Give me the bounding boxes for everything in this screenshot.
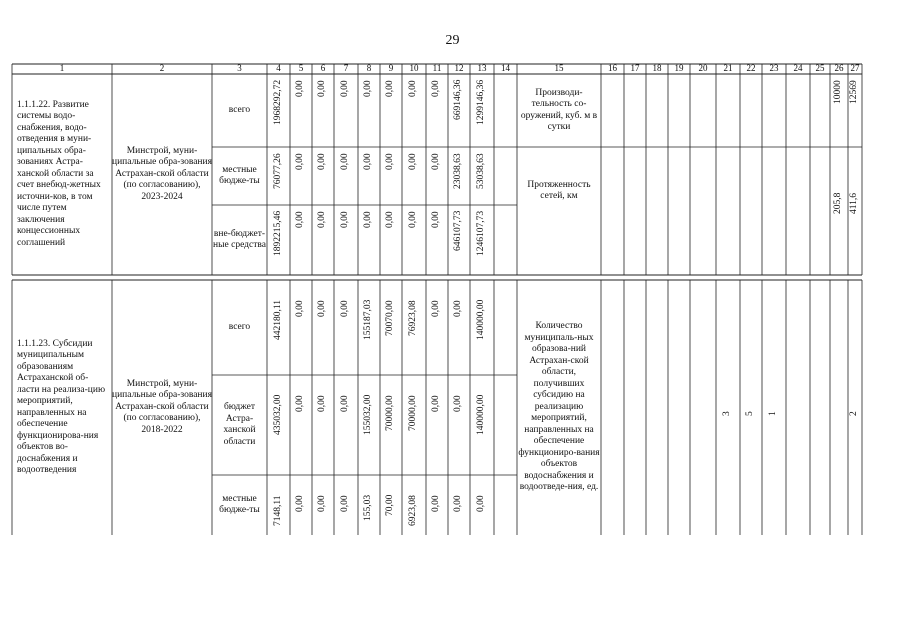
- funding-value: 76077,26: [272, 153, 283, 189]
- funding-value: 0,00: [431, 153, 441, 170]
- funding-value: 76923,08: [408, 300, 418, 336]
- funding-value: 0,00: [431, 495, 441, 512]
- funding-value: 0,00: [295, 80, 305, 97]
- indicator-value: 1: [768, 411, 778, 416]
- funding-value: 0,00: [295, 300, 305, 317]
- funding-value: 0,00: [408, 153, 418, 170]
- funding-value: 0,00: [431, 211, 441, 228]
- indicator-name: Количество муниципаль-ных образова-ний Астрахан-ской области, получивших субсидию на реализацию мероприятий, направленных на обеспечение функциониро-вания объектов водоснабжения и водоотведе-ния, ед.: [518, 321, 600, 493]
- funding-value: 70000,00: [408, 395, 418, 431]
- funding-value: 0,00: [408, 80, 418, 97]
- funding-value: 155,03: [363, 494, 373, 521]
- column-number: 5: [298, 64, 304, 74]
- funding-value: 23038,63: [453, 153, 463, 189]
- funding-value: 0,00: [340, 211, 350, 228]
- funding-value: 0,00: [295, 395, 305, 412]
- column-number: 25: [815, 64, 825, 74]
- funding-value: 53038,63: [476, 153, 486, 189]
- column-number: 6: [320, 64, 326, 74]
- indicator-value: 12569: [849, 80, 859, 104]
- funding-value: 70000,00: [385, 395, 395, 431]
- column-number: 15: [554, 64, 564, 74]
- funding-value: 0,00: [317, 300, 327, 317]
- column-number: 13: [477, 64, 487, 74]
- column-number: 27: [850, 64, 860, 74]
- funding-value: 0,00: [317, 495, 327, 512]
- page-number: 29: [445, 33, 460, 48]
- column-number: 17: [630, 64, 640, 74]
- column-number: 12: [454, 64, 464, 74]
- funding-value: 0,00: [340, 153, 350, 170]
- column-number: 22: [746, 64, 756, 74]
- funding-value: 1246107,73: [476, 210, 486, 256]
- executor: Минстрой, муни-ципальные обра-зования Астрахан-ской области (по согласованию), 2018-2022: [112, 378, 212, 435]
- column-number: 1: [59, 64, 65, 74]
- funding-value: 70,00: [385, 494, 395, 516]
- column-number: 3: [237, 64, 242, 74]
- funding-value: 0,00: [453, 495, 463, 512]
- funding-value: 0,00: [295, 495, 305, 512]
- column-number: 9: [388, 64, 394, 74]
- activity-name: 1.1.1.23. Субсидии муниципальным образованиям Астраханской об-ласти на реализа-цию мероприятий, направленных на обеспечение функционирова-ния объектов во-доснабжения и водоотведения: [17, 338, 106, 475]
- column-number: 16: [608, 64, 617, 74]
- funding-value: 0,00: [385, 211, 395, 228]
- funding-source: бюджет Астра-ханской области: [223, 402, 256, 447]
- funding-value: 0,00: [431, 395, 441, 412]
- funding-source: местные бюдже-ты: [219, 164, 260, 186]
- funding-value: 646107,73: [453, 210, 463, 251]
- indicator-value: 5: [745, 411, 755, 416]
- funding-value: 0,00: [363, 211, 373, 228]
- funding-source: всего: [228, 104, 251, 115]
- funding-value: 0,00: [340, 300, 350, 317]
- funding-value: 0,00: [317, 153, 327, 170]
- funding-value: 0,00: [340, 80, 350, 97]
- funding-value: 0,00: [476, 495, 486, 512]
- indicator-value: 3: [722, 411, 732, 416]
- funding-value: 0,00: [453, 395, 463, 412]
- column-number: 7: [343, 64, 349, 74]
- indicator-name: Производи-тельность со-оружений, куб. м в сутки: [520, 87, 598, 132]
- indicator-value: 2: [849, 411, 859, 416]
- column-number: 14: [501, 64, 510, 74]
- column-number: 21: [723, 64, 733, 74]
- funding-value: 0,00: [317, 80, 327, 97]
- funding-value: 6923,08: [408, 495, 418, 526]
- column-number: 8: [366, 64, 372, 74]
- indicator-value: 205,8: [833, 192, 843, 214]
- funding-value: 0,00: [363, 80, 373, 97]
- column-number: 23: [769, 64, 779, 74]
- activity-name: 1.1.1.22. Развитие системы водо-снабжения, водо-отведения в муни-ципальных обра-зованиях Астра-ханской области за счет внебюд-жетных источни-ков, в том числе путем заключения концессионных соглашений: [17, 99, 101, 248]
- funding-value: 7148,11: [272, 495, 283, 526]
- indicator-value: 10000: [833, 80, 843, 104]
- funding-value: 0,00: [340, 495, 350, 512]
- funding-source: всего: [228, 321, 251, 332]
- funding-source: местные бюдже-ты: [219, 493, 260, 515]
- funding-value: 0,00: [453, 300, 463, 317]
- funding-value: 155032,00: [363, 394, 373, 435]
- funding-value: 0,00: [431, 80, 441, 97]
- column-number: 2: [159, 64, 165, 74]
- funding-value: 435032,00: [272, 394, 283, 435]
- funding-value: 1968292,72: [272, 79, 283, 125]
- funding-value: 0,00: [295, 211, 305, 228]
- funding-value: 0,00: [317, 211, 327, 228]
- column-number: 18: [652, 64, 662, 74]
- executor: Минстрой, муни-ципальные обра-зования Астрахан-ской области (по согласованию), 2023-2024: [112, 145, 212, 202]
- indicator-name: Протяженность сетей, км: [527, 179, 591, 201]
- funding-value: 155187,03: [363, 299, 373, 340]
- funding-value: 0,00: [385, 153, 395, 170]
- funding-value: 1299146,36: [476, 79, 486, 125]
- column-number: 19: [674, 64, 684, 74]
- funding-value: 0,00: [431, 300, 441, 317]
- funding-value: 442180,11: [272, 299, 283, 340]
- funding-value: 0,00: [295, 153, 305, 170]
- column-number: 24: [793, 64, 803, 74]
- column-number: 10: [409, 64, 419, 74]
- funding-value: 0,00: [317, 395, 327, 412]
- funding-value: 0,00: [408, 211, 418, 228]
- funding-value: 140000,00: [476, 394, 486, 435]
- indicator-value: 411,6: [849, 192, 859, 214]
- funding-value: 0,00: [363, 153, 373, 170]
- funding-value: 70070,00: [385, 300, 395, 336]
- funding-source: вне-бюджет-ные средства: [213, 228, 266, 250]
- funding-value: 1892215,46: [272, 210, 283, 256]
- funding-value: 140000,00: [476, 299, 486, 340]
- column-number: 26: [834, 64, 844, 74]
- funding-value: 669146,36: [453, 79, 463, 120]
- column-number: 11: [432, 64, 442, 74]
- column-number: 4: [276, 64, 281, 74]
- funding-value: 0,00: [340, 395, 350, 412]
- funding-value: 0,00: [385, 80, 395, 97]
- column-number: 20: [698, 64, 708, 74]
